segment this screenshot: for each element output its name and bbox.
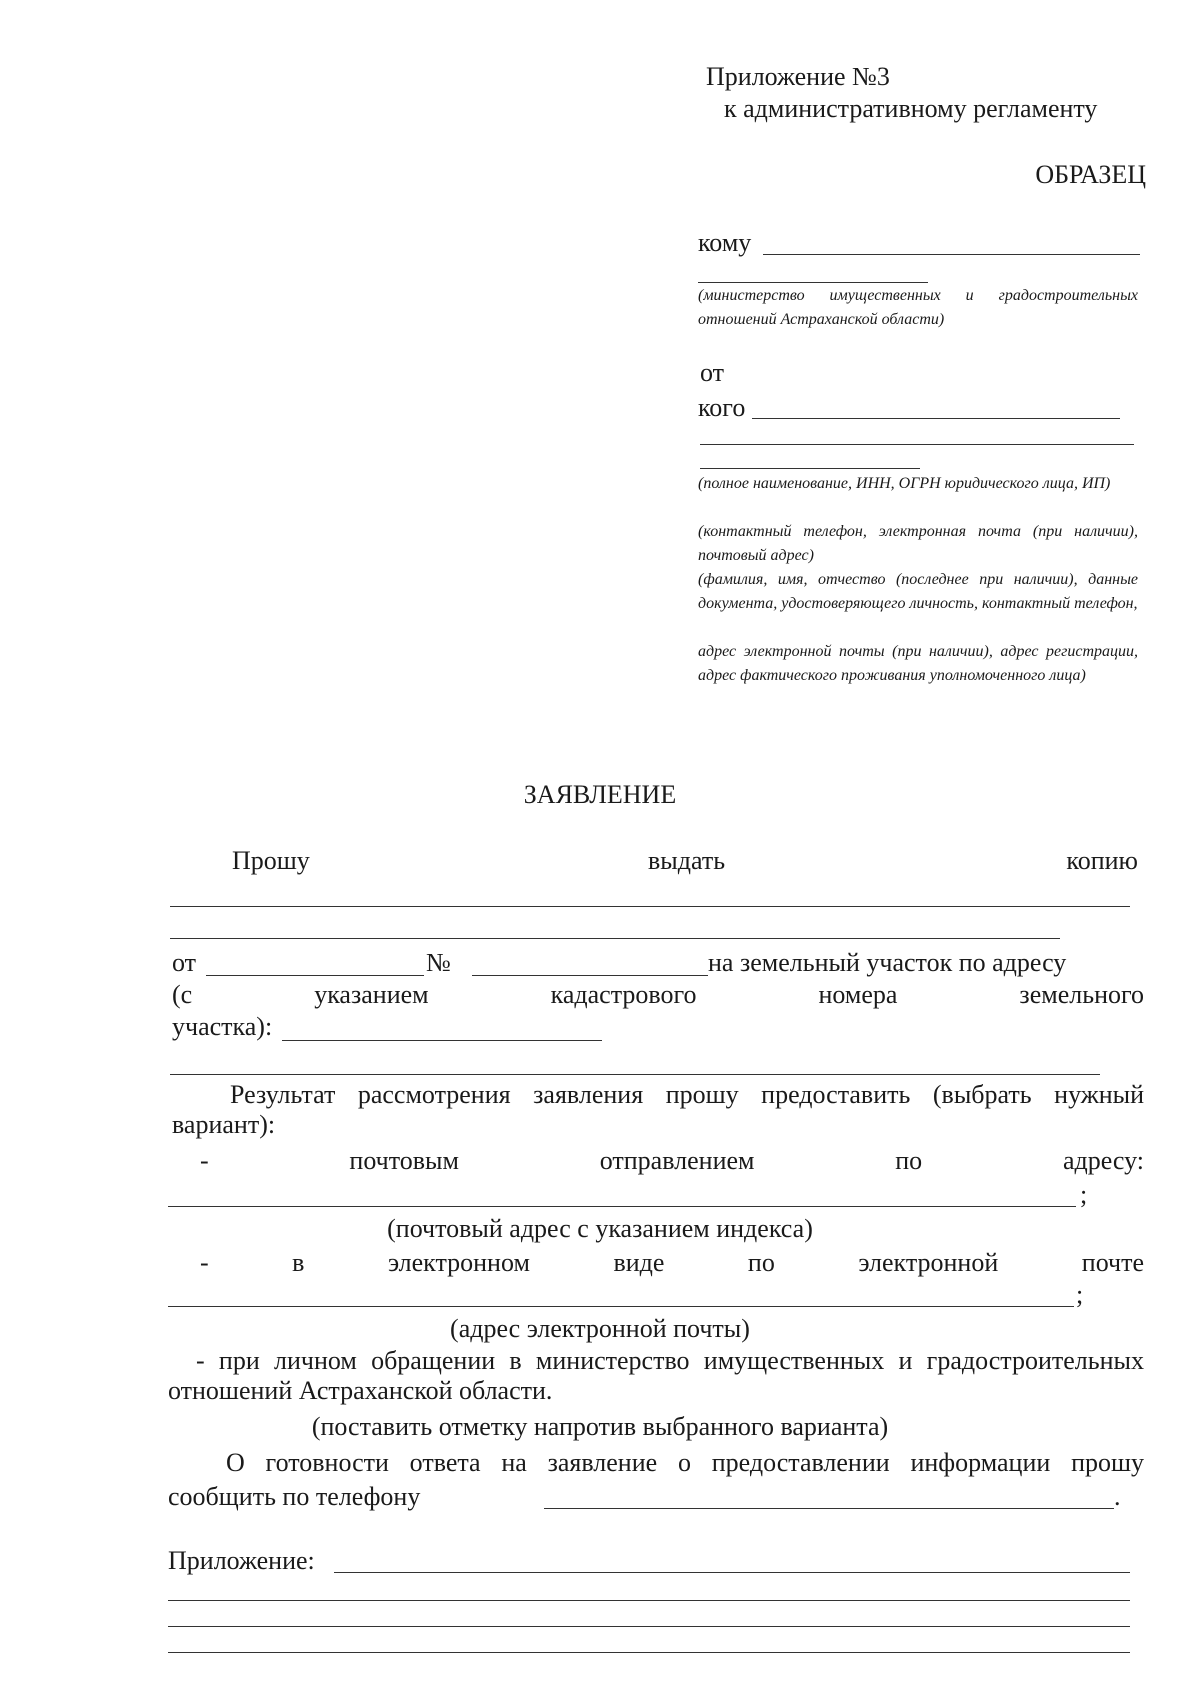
- reglament-reference: к административному регламенту: [724, 94, 1098, 123]
- email-caption: (адрес электронной почты): [450, 1314, 750, 1343]
- plot-label: участка):: [172, 1012, 273, 1041]
- option-post[interactable]: - почтовым отправлением по адресу:: [200, 1146, 1144, 1175]
- phone-field[interactable]: [544, 1508, 1114, 1509]
- phone-period: .: [1114, 1482, 1121, 1511]
- from-caption-contacts: (контактный телефон, электронная почта (при наличии), почтовый адрес): [698, 523, 1138, 564]
- cadastral-text: (с указанием кадастрового номера земельного: [172, 980, 1144, 1009]
- request-word-1: Прошу: [232, 846, 310, 875]
- sample-stamp-text: ОБРАЗЕЦ: [1035, 160, 1146, 189]
- post-semicolon: ;: [1080, 1180, 1088, 1209]
- whom-field-line[interactable]: [752, 418, 1120, 419]
- attachment-field-line-2[interactable]: [168, 1600, 1130, 1601]
- post-address-field[interactable]: [168, 1206, 1076, 1207]
- email-semicolon: ;: [1076, 1280, 1084, 1309]
- from-caption-legal: (полное наименование, ИНН, ОГРН юридического лица, ИП): [698, 475, 1111, 492]
- doc-number-field[interactable]: [472, 975, 708, 976]
- whom-field-line-3[interactable]: [700, 468, 920, 469]
- document-field-line[interactable]: [170, 906, 1130, 907]
- post-address-caption: (почтовый адрес с указанием индекса): [387, 1214, 813, 1243]
- notify-text: О готовности ответа на заявление о предоставлении информации прошу сообщить по телефону: [168, 1448, 1144, 1511]
- attachment-field-line-1[interactable]: [334, 1572, 1130, 1573]
- attachment-field-line-4[interactable]: [168, 1652, 1130, 1653]
- result-text: Результат рассмотрения заявления прошу предоставить (выбрать нужный вариант):: [172, 1080, 1144, 1139]
- form-title: ЗАЯВЛЕНИЕ: [523, 780, 677, 809]
- doc-date-label: от: [172, 948, 197, 977]
- option-email[interactable]: - в электронном виде по электронной почте: [200, 1248, 1144, 1277]
- whom-field-line-2[interactable]: [700, 444, 1134, 445]
- from-label: от: [700, 358, 725, 387]
- mark-caption: (поставить отметку напротив выбранного варианта): [311, 1412, 889, 1441]
- email-field[interactable]: [168, 1306, 1074, 1307]
- to-field-line[interactable]: [763, 254, 1140, 255]
- doc-number-label: №: [426, 948, 451, 977]
- option-personal[interactable]: - при личном обращении в министерство имущественных и градостроительных отношений Астраханской области.: [168, 1346, 1144, 1405]
- appendix-number: Приложение №3: [706, 62, 890, 91]
- to-field-line-2[interactable]: [698, 282, 928, 283]
- doc-date-field[interactable]: [206, 975, 424, 976]
- to-caption: (министерство имущественных и градостроительных отношений Астраханской области): [698, 287, 1138, 328]
- attachment-field-line-3[interactable]: [168, 1626, 1130, 1627]
- request-word-3: копию: [1066, 846, 1138, 875]
- from-caption-address: адрес электронной почты (при наличии), адрес регистрации, адрес фактического проживания уполномоченного лица): [698, 643, 1138, 684]
- request-word-2: выдать: [648, 846, 726, 875]
- to-label: кому: [698, 228, 752, 257]
- attachment-label: Приложение:: [168, 1546, 315, 1575]
- plot-address-text: на земельный участок по адресу: [708, 948, 1067, 977]
- plot-field-line-2[interactable]: [170, 1074, 1100, 1075]
- from-caption-person: (фамилия, имя, отчество (последнее при наличии), данные документа, удостоверяющего личность, контактный телефон,: [698, 571, 1138, 612]
- plot-field-line[interactable]: [282, 1040, 602, 1041]
- document-field-line-2[interactable]: [170, 938, 1060, 939]
- whom-label: кого: [698, 393, 746, 422]
